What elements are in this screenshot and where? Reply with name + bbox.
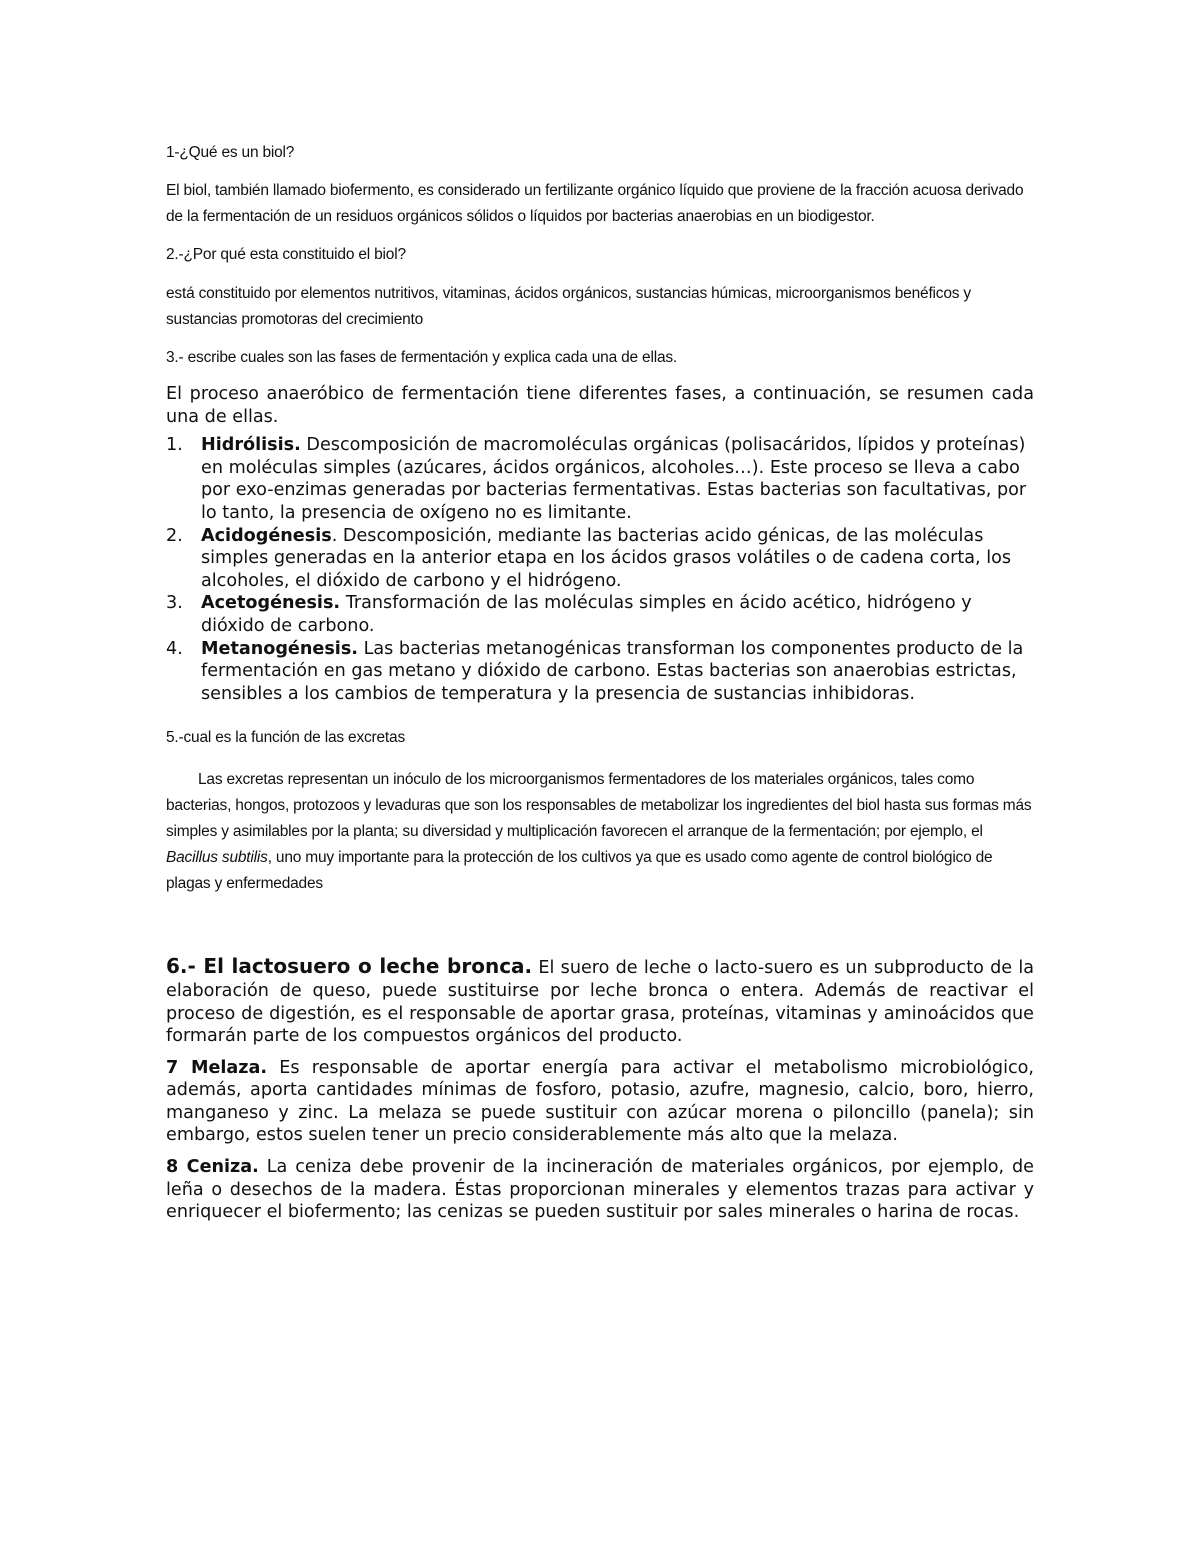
- phase-title: Metanogénesis.: [201, 638, 358, 659]
- question-2: 2.-¿Por qué esta constituido el biol?: [166, 246, 406, 263]
- phase-number: 1.: [166, 435, 183, 456]
- item-text: El suero de leche o lacto-suero es un subproducto de la elaboración de queso, puede sustituirse por leche bronca o entera. Además de reactivar el proceso de digestión, es el responsable de aportar grasa, proteínas, vitaminas y aminoácidos que formarán parte de los compuestos orgánicos del producto.: [166, 958, 1035, 1047]
- item-title: 8 Ceniza.: [166, 1157, 259, 1178]
- fermentation-intro: El proceso anaeróbico de fermentación tiene diferentes fases, a continuación, se resumen cada una de ellas.: [166, 384, 1034, 427]
- item-title: 7 Melaza.: [166, 1057, 268, 1078]
- item-text: La ceniza debe provenir de la incineración de materiales orgánicos, por ejemplo, de leña o desechos de la madera. Éstas proporcionan minerales y elementos trazas para activar y enriquecer el biofermento; las cenizas se pueden sustituir por sales minerales o harina de rocas.: [166, 1157, 1034, 1223]
- item-ceniza: [166, 1156, 1034, 1224]
- answer-5-text: Las excretas representan un inóculo de los microorganismos fermentadores de los materiales orgánicos, tales como bacterias, hongos, protozoos y levaduras que son los responsables de metabolizar los ingredientes del biol hasta sus formas más simples y asimilables por la planta; su diversidad y multiplicación favorecen el arranque de la fermentación; por ejemplo, el: [166, 771, 1032, 841]
- question-3: 3.- escribe cuales son las fases de fermentación y explica cada una de ellas.: [166, 349, 678, 366]
- phase-item: [166, 638, 1034, 706]
- phase-number: 3.: [166, 593, 183, 614]
- question-5: 5.-cual es la función de las excretas: [166, 729, 406, 747]
- item-lactosuero: [166, 955, 1034, 1047]
- phase-title: Acidogénesis: [201, 525, 332, 546]
- phase-text: Las bacterias metanogénicas transforman los componentes producto de la fermentación en gas metano y dióxido de carbono. Estas bacterias son anaerobias estrictas, sensibles a los cambios de temperatura y la presencia de sustancias inhibidoras.: [201, 638, 1024, 704]
- phase-text: Descomposición de macromoléculas orgánicas (polisacáridos, lípidos y proteínas) en moléculas simples (azúcares, ácidos orgánicos, alcoholes…). Este proceso se lleva a cabo por exo-enzimas generadas por bacterias fermentativas. Estas bacterias son facultativas, por lo tanto, la presencia de oxígeno no es limitante.: [201, 435, 1027, 523]
- item-melaza: [166, 1057, 1034, 1147]
- phase-item: [166, 592, 1034, 637]
- fermentation-phases-list: [166, 434, 1034, 705]
- phase-item: [166, 525, 1034, 593]
- species-name: Bacillus subtilis: [166, 849, 268, 867]
- item-text: Es responsable de aportar energía para activar el metabolismo microbiológico, además, aporta cantidades mínimas de fosforo, potasio, azufre, magnesio, calcio, boro, hierro, manganeso y zinc. La melaza se puede sustituir con azúcar morena o piloncillo (panela); sin embargo, estos suelen tener un precio considerablemente más alto que la melaza.: [166, 1057, 1034, 1146]
- item-title: 6.- El lactosuero o leche bronca.: [166, 954, 533, 979]
- phase-number: 2.: [166, 525, 183, 546]
- phase-number: 4.: [166, 638, 183, 659]
- question-1: 1-¿Qué es un biol?: [166, 144, 295, 161]
- answer-1: El biol, también llamado biofermento, es considerado un fertilizante orgánico líquido que proviene de la fracción acuosa derivado de la fermentación de un residuos orgánicos sólidos o líquidos por bacterias anaerobias en un biodigestor.: [166, 182, 1024, 225]
- answer-5: [166, 767, 1034, 897]
- phase-item: [166, 434, 1034, 524]
- document-page: [166, 138, 1034, 1224]
- phase-title: Acetogénesis.: [201, 593, 341, 614]
- phase-text: . Descomposición, mediante las bacterias acido génicas, de las moléculas simples generadas en la anterior etapa en los ácidos grasos volátiles o de cadena corta, los alcoholes, el dióxido de carbono y el hidrógeno.: [201, 525, 1012, 591]
- phase-text: Transformación de las moléculas simples en ácido acético, hidrógeno y dióxido de carbono.: [201, 593, 972, 636]
- phase-title: Hidrólisis.: [201, 435, 301, 456]
- answer-2: está constituido por elementos nutritivos, vitaminas, ácidos orgánicos, sustancias húmicas, microorganismos benéficos y sustancias promotoras del crecimiento: [166, 285, 971, 328]
- answer-5-text-end: , uno muy importante para la protección de los cultivos ya que es usado como agente de control biológico de plagas y enfermedades: [166, 849, 993, 893]
